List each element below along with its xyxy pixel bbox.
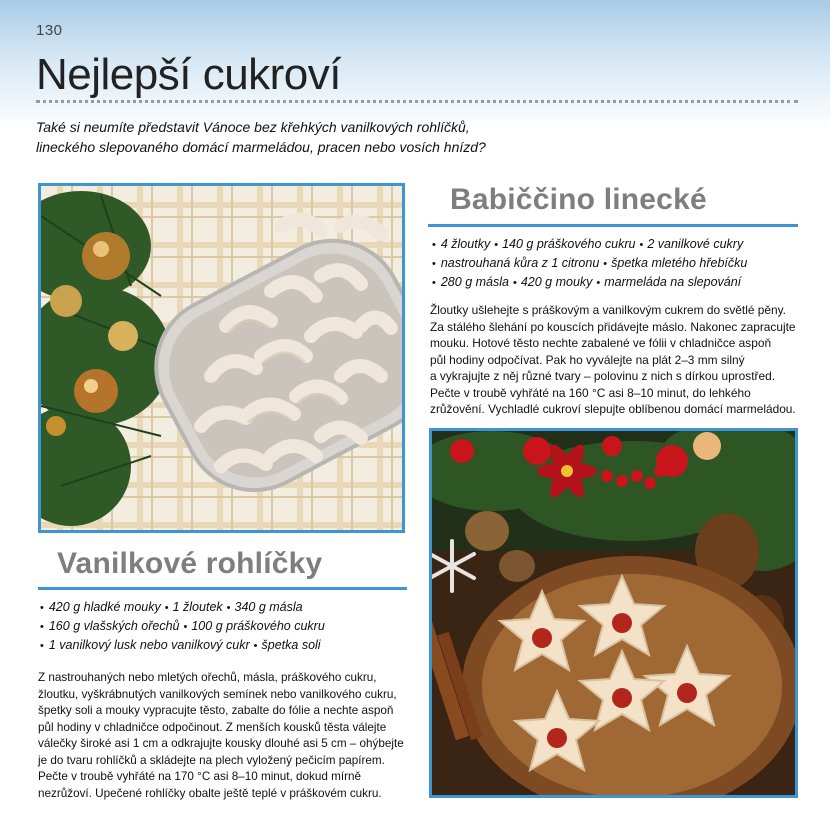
ingredient: nastrouhaná kůra z 1 citronu <box>440 256 600 270</box>
page-number: 130 <box>36 22 63 39</box>
ingredient: 340 g másla <box>234 600 303 614</box>
ingredient: 420 g hladké mouky <box>48 600 161 614</box>
vanilkove-instructions <box>38 670 404 802</box>
ingredient-line: • 4 žloutky • 140 g práškového cukru • 2 vanilkové cukry <box>432 237 744 251</box>
ingredient: 420 g mouky <box>520 275 593 289</box>
linzer-cookies-photo <box>429 428 798 798</box>
ingredient-line: • 420 g hladké mouky • 1 žloutek • 340 g másla <box>40 600 303 614</box>
ingredient: 100 g práškového cukru <box>191 619 325 633</box>
ingredient: špetka soli <box>261 638 321 652</box>
ingredient: 160 g vlašských ořechů <box>48 619 180 633</box>
text-line: mouku. Hotové těsto nechte zabalené ve fólii v chladničce aspoň <box>430 336 772 350</box>
vanilkove-title-rule <box>38 587 407 590</box>
text-line: Pečte v troubě vyhřáté na 170 °C asi 8–10 minut, dokud mírně <box>38 770 362 783</box>
text-line: Pečte v troubě vyhřáté na 160 °C asi 8–10 minut, do lehkého <box>430 385 751 400</box>
intro-line: Také si neumíte představit Vánoce bez křehkých vanilkových rohlíčků, <box>36 119 470 135</box>
vanilkove-title: Vanilkové rohlíčky <box>57 547 323 580</box>
babicino-title: Babiččino linecké <box>450 183 707 216</box>
babicino-ingredients <box>432 235 747 292</box>
babicino-title-rule <box>428 224 798 227</box>
ingredient: 1 žloutek <box>172 600 223 614</box>
ingredient: 280 g másla <box>440 275 509 289</box>
text-line: válečky široké asi 1 cm a odkrajujte kousky dlouhé asi 5 cm – ohýbejte <box>38 737 404 750</box>
linzer-cookies-illustration <box>432 431 795 795</box>
vanilla-crescents-illustration <box>41 186 402 530</box>
text-line: Žloutky ušlehejte s práškovým a vanilkovým cukrem do světlé pěny. <box>430 303 786 317</box>
text-line: Za stálého šlehání po kouscích přidávejte máslo. Nakonec zapracujte <box>430 319 796 334</box>
text-line: půl hodiny odpočívat. Pak ho vyválejte na plát 2–3 mm silný <box>430 352 745 367</box>
ingredient-line: • 160 g vlašských ořechů • 100 g práškového cukru <box>40 619 325 633</box>
ingredient-line: • 280 g másla • 420 g mouky • marmeláda na slepování <box>432 275 742 289</box>
title-divider <box>36 100 798 103</box>
text-line: půl hodiny v chladničce odpočinout. Z menších kousků těsta válejte <box>38 720 387 734</box>
ingredient: 4 žloutky <box>440 237 491 251</box>
intro-text <box>36 117 576 157</box>
vanilla-crescents-photo <box>38 183 405 533</box>
ingredient: 1 vanilkový lusk nebo vanilkový cukr <box>48 638 250 652</box>
text-line: zrůžovění. Vychladlé cukroví slepujte oblíbenou domácí marmeládou. <box>430 402 796 416</box>
text-line: Z nastrouhaných nebo mletých ořechů, másla, práškového cukru, <box>38 671 377 684</box>
text-line: žloutku, vyškrábnutých vanilkových semínek nebo vanilkového cukru, <box>38 687 397 701</box>
vanilkove-ingredients <box>40 598 325 655</box>
text-line: a vykrajujte z něj různé tvary – polovinu z nich s dírkou uprostřed. <box>430 369 775 383</box>
text-line: špetky soli a mouky vypracujte těsto, zabalte do fólie a nechte aspoň <box>38 704 394 717</box>
ingredient: špetka mletého hřebíčku <box>611 256 748 270</box>
intro-line: lineckého slepovaného domácí marmeládou, pracen nebo vosích hnízd? <box>36 139 486 155</box>
ingredient: marmeláda na slepování <box>604 275 742 289</box>
babicino-instructions <box>430 302 796 418</box>
text-line: je do tvaru rohlíčků a skládejte na plech vyložený pečicím papírem. <box>38 753 385 767</box>
ingredient-line: • nastrouhaná kůra z 1 citronu • špetka mletého hřebíčku <box>432 256 748 270</box>
text-line: nezrůžoví. Upečené rohlíčky obalte ještě teplé v práškovém cukru. <box>38 786 382 800</box>
page-title: Nejlepší cukroví <box>36 50 342 99</box>
ingredient: 140 g práškového cukru <box>502 237 636 251</box>
ingredient: 2 vanilkové cukry <box>647 237 744 251</box>
ingredient-line: • 1 vanilkový lusk nebo vanilkový cukr • špetka soli <box>40 638 321 652</box>
